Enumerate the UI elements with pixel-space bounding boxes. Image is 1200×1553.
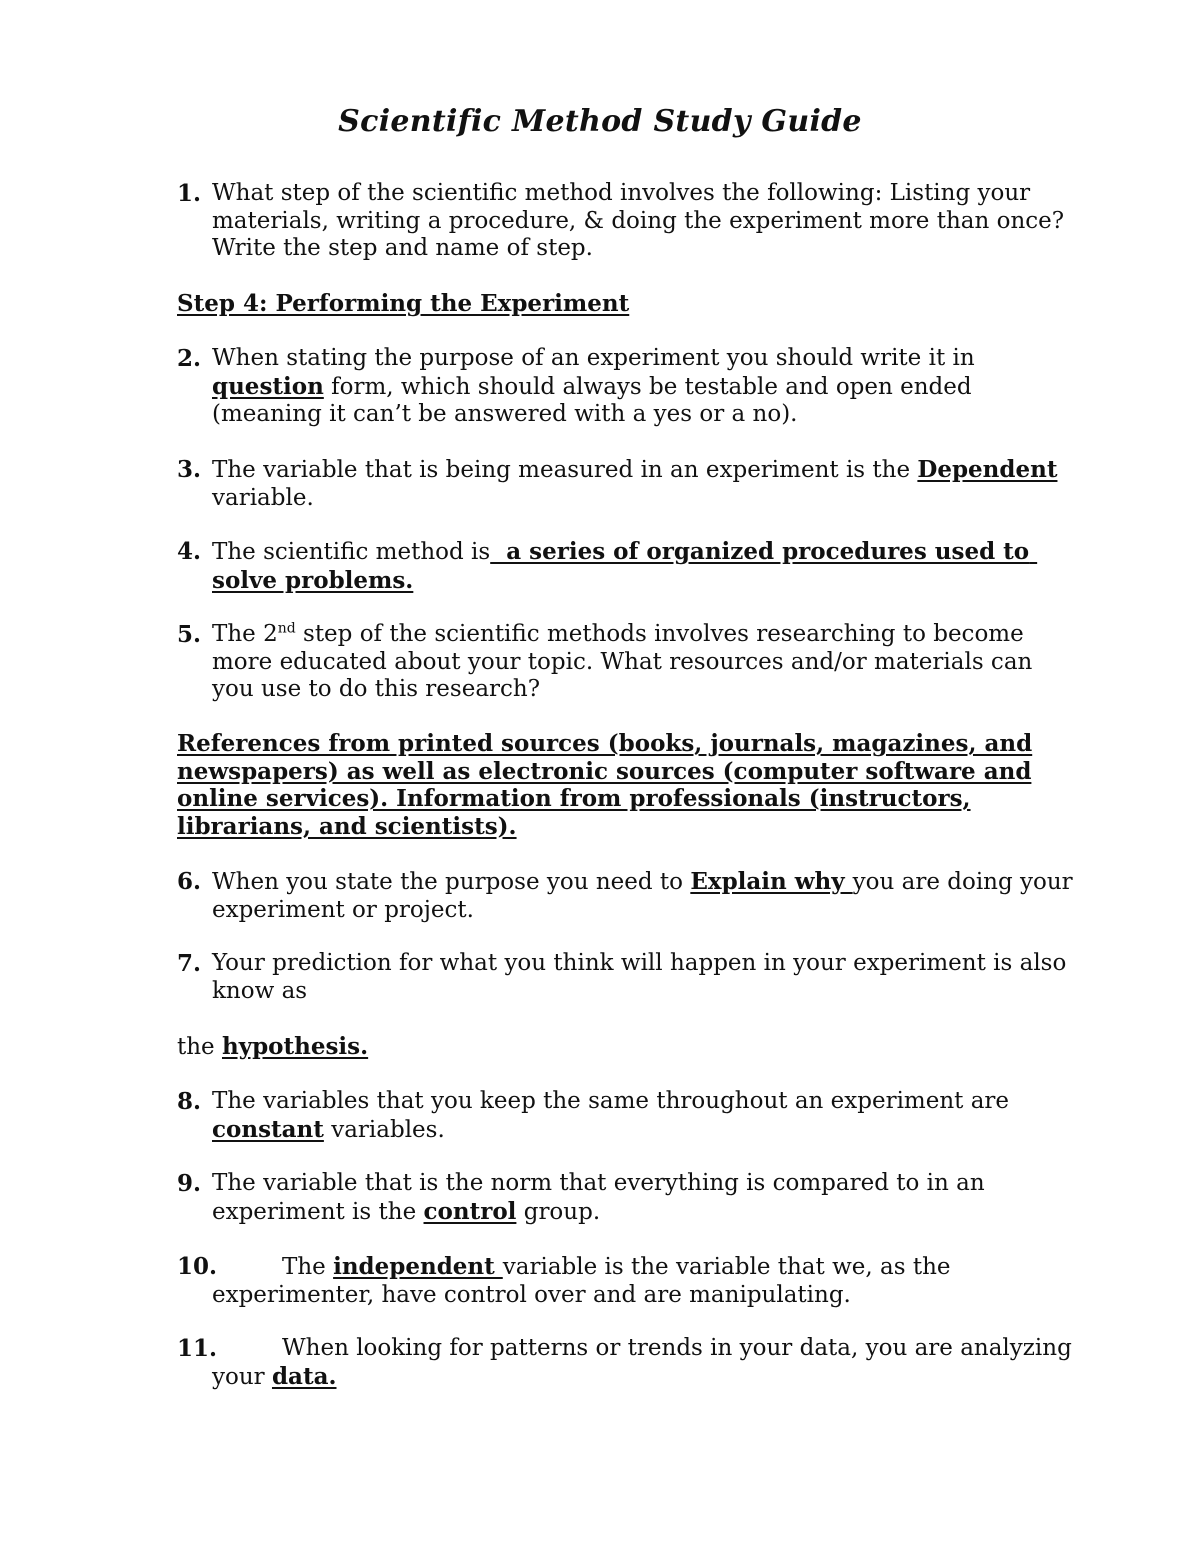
answer-7: the hypothesis. <box>177 1033 369 1060</box>
question-3 <box>177 456 1077 512</box>
question-text: The variable that is being measured in an experiment is the Dependent variable. <box>212 456 1058 511</box>
answer-blank: data. <box>271 1362 337 1390</box>
answer-blank: Dependent <box>917 456 1058 483</box>
question-9 <box>177 1170 1077 1226</box>
question-number: 5. <box>177 621 202 648</box>
question-6 <box>177 868 1077 924</box>
answer-blank: a series of organized procedures used to solve problems. <box>212 538 1038 594</box>
question-text: The variable that is the norm that everything is compared to in an experiment is the control group. <box>212 1170 985 1225</box>
question-5 <box>177 621 1077 704</box>
answer-blank: question <box>212 372 324 400</box>
answer-blank: constant <box>212 1115 324 1143</box>
question-number: 10. <box>177 1253 218 1280</box>
question-2 <box>177 345 1077 429</box>
question-text: When you state the purpose you need to Explain why you are doing your experiment or project. <box>212 868 1073 923</box>
question-text: When looking for patterns or trends in your data, you are analyzing your data. <box>212 1335 1072 1390</box>
question-number: 11. <box>177 1335 218 1362</box>
answer-1: Step 4: Performing the Experiment <box>177 290 630 317</box>
question-number: 3. <box>177 456 202 483</box>
question-text: The 2nd step of the scientific methods involves researching to become more educated about your topic. What resources and/or materials can you use to do this research? <box>212 620 1033 702</box>
question-number: 6. <box>177 868 202 895</box>
question-8 <box>177 1088 1077 1144</box>
question-number: 1. <box>177 180 202 207</box>
page-title: Scientific Method Study Guide <box>338 104 862 139</box>
question-number: 7. <box>177 950 202 977</box>
question-text: When stating the purpose of an experiment you should write it in question form, which should always be testable and open ended (meaning it can’t be answered with a yes or a no). <box>212 345 975 427</box>
question-number: 4. <box>177 538 202 565</box>
question-text: The independent variable is the variable that we, as the experimenter, have control over and are manipulating. <box>212 1253 951 1308</box>
answer-blank: control <box>423 1197 517 1225</box>
question-number: 9. <box>177 1170 202 1197</box>
answer-blank: independent <box>333 1253 503 1280</box>
question-text: The variables that you keep the same throughout an experiment are constant variables. <box>212 1088 1010 1143</box>
question-1 <box>177 180 1077 263</box>
question-number: 8. <box>177 1088 202 1115</box>
question-7 <box>177 950 1077 1005</box>
answer-blank: Explain why <box>690 868 853 895</box>
question-text: Your prediction for what you think will happen in your experiment is also know as <box>212 950 1067 1004</box>
answer-5: References from printed sources (books, journals, magazines, and newspapers) as well as electronic sources (computer software and online services). Information from professionals (instructors, librarians, and scientists). <box>177 730 1033 840</box>
answer-blank: hypothesis. <box>221 1033 369 1060</box>
question-4 <box>177 538 1077 595</box>
question-10 <box>177 1253 1077 1309</box>
question-text: The scientific method is a series of organized procedures used to solve problems. <box>212 538 1038 594</box>
question-number: 2. <box>177 345 202 372</box>
question-text: What step of the scientific method involves the following: Listing your materials, writing a procedure, & doing the experiment more than once? Write the step and name of step. <box>212 180 1065 261</box>
question-11 <box>177 1335 1077 1391</box>
